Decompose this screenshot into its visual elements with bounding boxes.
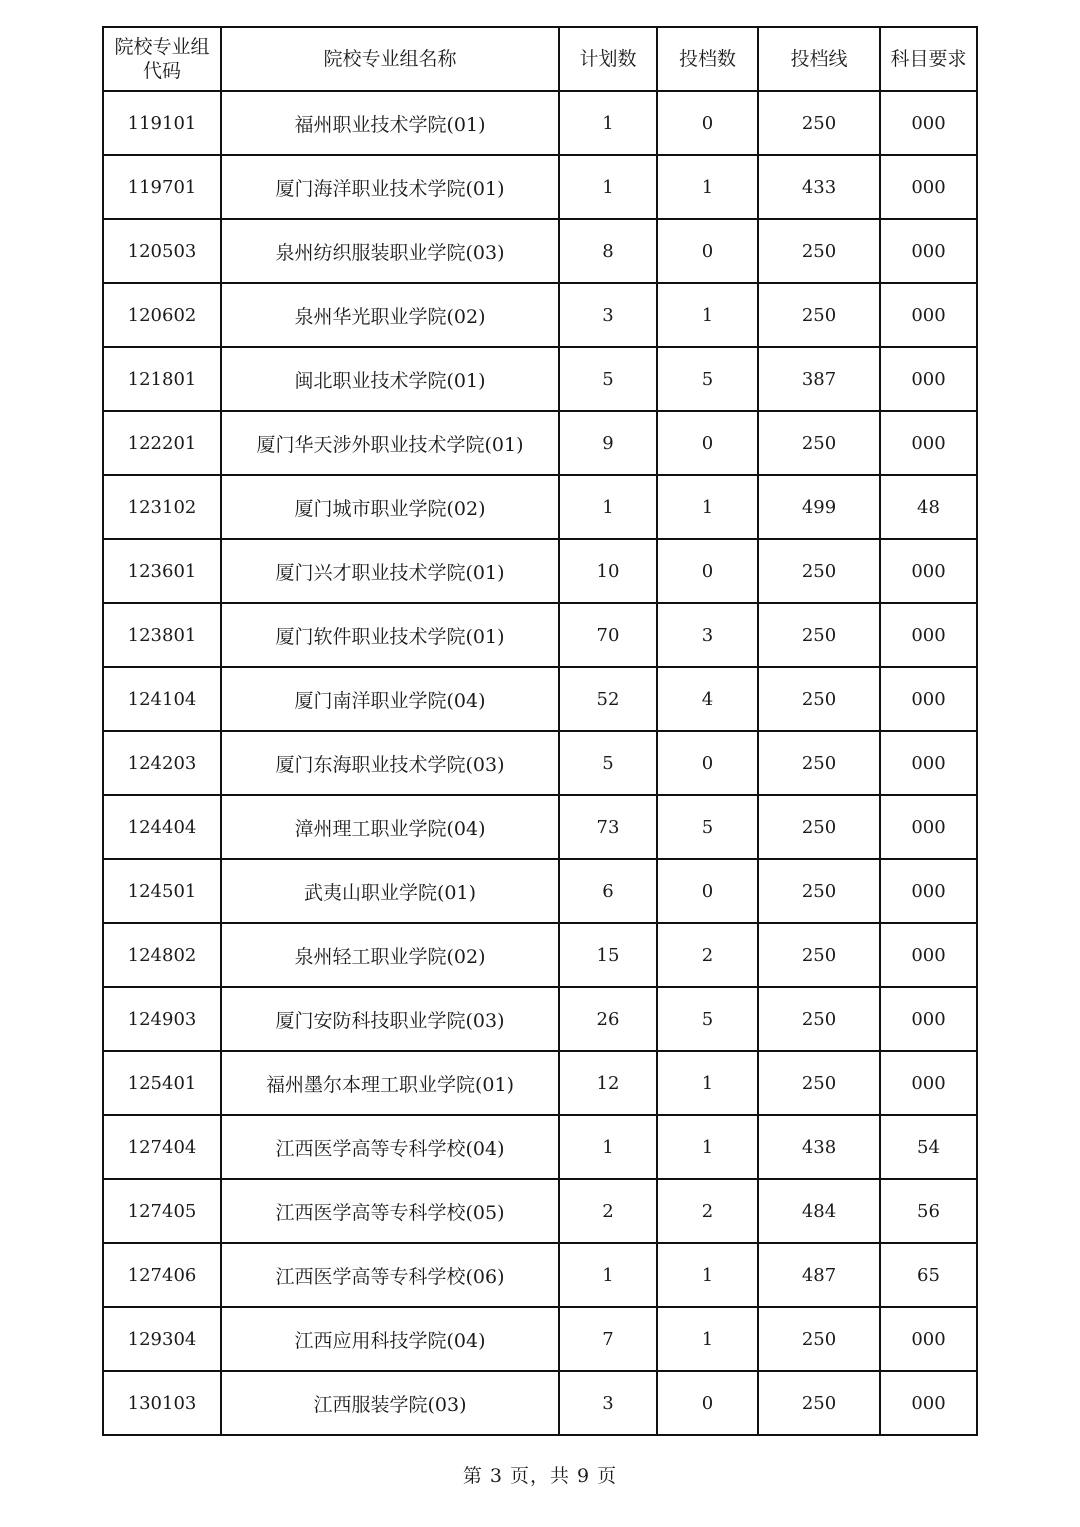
table-row [103, 1371, 977, 1435]
cell-group-name: 厦门海洋职业技术学院(01) [221, 155, 559, 219]
cell-plan-count: 3 [559, 283, 657, 347]
cell-filed-count: 1 [657, 1051, 758, 1115]
cell-group-name: 厦门安防科技职业学院(03) [221, 987, 559, 1051]
cell-cutoff-score: 250 [758, 411, 880, 475]
table-body [103, 91, 977, 1435]
cell-cutoff-score: 250 [758, 987, 880, 1051]
cell-subject-requirement: 000 [880, 859, 977, 923]
cell-subject-requirement: 65 [880, 1243, 977, 1307]
cell-group-code: 121801 [103, 347, 221, 411]
cell-group-name: 福州职业技术学院(01) [221, 91, 559, 155]
header-cutoff-score [758, 27, 880, 91]
cell-plan-count: 1 [559, 155, 657, 219]
cell-group-code: 125401 [103, 1051, 221, 1115]
cell-subject-requirement: 000 [880, 923, 977, 987]
cell-group-code: 123102 [103, 475, 221, 539]
cell-group-code: 123601 [103, 539, 221, 603]
cell-plan-count: 70 [559, 603, 657, 667]
cell-filed-count: 0 [657, 1371, 758, 1435]
table-row [103, 91, 977, 155]
cell-group-name: 厦门南洋职业学院(04) [221, 667, 559, 731]
cell-group-code: 119701 [103, 155, 221, 219]
header-plan-count [559, 27, 657, 91]
cell-subject-requirement: 000 [880, 283, 977, 347]
cell-group-code: 120602 [103, 283, 221, 347]
table-row [103, 1307, 977, 1371]
cell-group-name: 厦门东海职业技术学院(03) [221, 731, 559, 795]
cell-cutoff-score: 250 [758, 219, 880, 283]
page-footer: 第 3 页，共 9 页 [462, 1465, 618, 1487]
cell-group-code: 124903 [103, 987, 221, 1051]
cell-plan-count: 73 [559, 795, 657, 859]
table-row [103, 411, 977, 475]
cell-group-name: 武夷山职业学院(01) [221, 859, 559, 923]
cell-group-code: 119101 [103, 91, 221, 155]
cell-subject-requirement: 000 [880, 795, 977, 859]
cell-subject-requirement: 000 [880, 603, 977, 667]
cell-group-code: 130103 [103, 1371, 221, 1435]
cell-group-name: 江西服装学院(03) [221, 1371, 559, 1435]
cell-filed-count: 3 [657, 603, 758, 667]
cell-filed-count: 0 [657, 219, 758, 283]
cell-subject-requirement: 000 [880, 987, 977, 1051]
cell-group-name: 厦门城市职业学院(02) [221, 475, 559, 539]
cell-filed-count: 0 [657, 539, 758, 603]
cell-plan-count: 2 [559, 1179, 657, 1243]
cell-group-code: 122201 [103, 411, 221, 475]
table-row [103, 1115, 977, 1179]
cell-cutoff-score: 250 [758, 795, 880, 859]
header-subject-requirement [880, 27, 977, 91]
cell-subject-requirement: 000 [880, 1371, 977, 1435]
cell-filed-count: 5 [657, 795, 758, 859]
header-label: 院校专业组名称 [323, 48, 457, 70]
cell-cutoff-score: 250 [758, 1307, 880, 1371]
cell-cutoff-score: 250 [758, 539, 880, 603]
cell-group-code: 123801 [103, 603, 221, 667]
table-row [103, 1051, 977, 1115]
cell-cutoff-score: 499 [758, 475, 880, 539]
cell-cutoff-score: 250 [758, 91, 880, 155]
cell-plan-count: 12 [559, 1051, 657, 1115]
cell-group-name: 泉州华光职业学院(02) [221, 283, 559, 347]
cell-cutoff-score: 484 [758, 1179, 880, 1243]
cell-group-name: 厦门华天涉外职业技术学院(01) [221, 411, 559, 475]
cell-cutoff-score: 250 [758, 283, 880, 347]
table-row [103, 347, 977, 411]
cell-filed-count: 1 [657, 155, 758, 219]
cell-subject-requirement: 000 [880, 539, 977, 603]
cell-filed-count: 1 [657, 1115, 758, 1179]
cell-subject-requirement: 54 [880, 1115, 977, 1179]
cell-cutoff-score: 250 [758, 1371, 880, 1435]
table-row [103, 859, 977, 923]
cell-plan-count: 15 [559, 923, 657, 987]
cell-subject-requirement: 000 [880, 219, 977, 283]
cell-filed-count: 0 [657, 731, 758, 795]
table-row [103, 795, 977, 859]
cell-plan-count: 7 [559, 1307, 657, 1371]
table-row [103, 1243, 977, 1307]
cell-cutoff-score: 438 [758, 1115, 880, 1179]
cell-plan-count: 6 [559, 859, 657, 923]
cell-subject-requirement: 000 [880, 155, 977, 219]
cell-group-code: 127406 [103, 1243, 221, 1307]
table-row [103, 603, 977, 667]
cell-plan-count: 3 [559, 1371, 657, 1435]
table-row [103, 987, 977, 1051]
cell-plan-count: 26 [559, 987, 657, 1051]
cell-plan-count: 1 [559, 1115, 657, 1179]
cell-cutoff-score: 250 [758, 1051, 880, 1115]
cell-group-code: 124104 [103, 667, 221, 731]
cell-subject-requirement: 000 [880, 1307, 977, 1371]
cell-cutoff-score: 250 [758, 923, 880, 987]
cell-cutoff-score: 250 [758, 603, 880, 667]
cell-subject-requirement: 000 [880, 411, 977, 475]
header-label: 投档数 [678, 48, 736, 70]
cell-cutoff-score: 433 [758, 155, 880, 219]
cell-plan-count: 8 [559, 219, 657, 283]
cell-subject-requirement: 000 [880, 731, 977, 795]
table-row [103, 731, 977, 795]
cell-plan-count: 5 [559, 347, 657, 411]
cell-filed-count: 5 [657, 987, 758, 1051]
cell-group-code: 120503 [103, 219, 221, 283]
cell-cutoff-score: 387 [758, 347, 880, 411]
cell-group-name: 江西医学高等专科学校(04) [221, 1115, 559, 1179]
header-label: 院校专业组 代码 [114, 36, 210, 82]
cell-group-code: 124802 [103, 923, 221, 987]
cell-group-code: 129304 [103, 1307, 221, 1371]
cell-filed-count: 5 [657, 347, 758, 411]
header-group-name [221, 27, 559, 91]
table-row [103, 539, 977, 603]
cell-filed-count: 1 [657, 1243, 758, 1307]
cell-filed-count: 0 [657, 91, 758, 155]
cell-subject-requirement: 000 [880, 347, 977, 411]
cell-plan-count: 1 [559, 91, 657, 155]
table-row [103, 667, 977, 731]
cell-group-name: 福州墨尔本理工职业学院(01) [221, 1051, 559, 1115]
cell-plan-count: 9 [559, 411, 657, 475]
cell-filed-count: 0 [657, 411, 758, 475]
cell-group-code: 124203 [103, 731, 221, 795]
table-row [103, 283, 977, 347]
cell-cutoff-score: 487 [758, 1243, 880, 1307]
cell-filed-count: 2 [657, 1179, 758, 1243]
cell-plan-count: 5 [559, 731, 657, 795]
header-label: 科目要求 [890, 48, 967, 70]
header-group-code [103, 27, 221, 91]
cell-cutoff-score: 250 [758, 859, 880, 923]
cell-plan-count: 1 [559, 1243, 657, 1307]
cell-group-name: 厦门兴才职业技术学院(01) [221, 539, 559, 603]
cell-filed-count: 4 [657, 667, 758, 731]
cell-subject-requirement: 000 [880, 667, 977, 731]
header-filed-count [657, 27, 758, 91]
cell-cutoff-score: 250 [758, 667, 880, 731]
table-row [103, 475, 977, 539]
cell-group-name: 漳州理工职业学院(04) [221, 795, 559, 859]
table-row [103, 155, 977, 219]
cell-group-name: 闽北职业技术学院(01) [221, 347, 559, 411]
cell-group-name: 江西医学高等专科学校(06) [221, 1243, 559, 1307]
cell-group-code: 124501 [103, 859, 221, 923]
cell-group-name: 泉州纺织服装职业学院(03) [221, 219, 559, 283]
table-header-row [103, 27, 977, 91]
table-row [103, 219, 977, 283]
cell-group-code: 124404 [103, 795, 221, 859]
header-label: 投档线 [790, 48, 848, 70]
cell-subject-requirement: 000 [880, 1051, 977, 1115]
cell-group-code: 127405 [103, 1179, 221, 1243]
cell-subject-requirement: 000 [880, 91, 977, 155]
table-row [103, 1179, 977, 1243]
table-row [103, 923, 977, 987]
cell-group-name: 泉州轻工职业学院(02) [221, 923, 559, 987]
cell-cutoff-score: 250 [758, 731, 880, 795]
header-label: 计划数 [579, 48, 637, 70]
cell-group-name: 江西应用科技学院(04) [221, 1307, 559, 1371]
cell-plan-count: 1 [559, 475, 657, 539]
cell-group-name: 厦门软件职业技术学院(01) [221, 603, 559, 667]
cell-group-code: 127404 [103, 1115, 221, 1179]
cell-filed-count: 1 [657, 283, 758, 347]
cell-filed-count: 1 [657, 475, 758, 539]
cell-plan-count: 10 [559, 539, 657, 603]
cell-filed-count: 0 [657, 859, 758, 923]
admission-table [102, 26, 978, 1436]
cell-subject-requirement: 48 [880, 475, 977, 539]
cell-filed-count: 1 [657, 1307, 758, 1371]
cell-subject-requirement: 56 [880, 1179, 977, 1243]
cell-group-name: 江西医学高等专科学校(05) [221, 1179, 559, 1243]
cell-plan-count: 52 [559, 667, 657, 731]
cell-filed-count: 2 [657, 923, 758, 987]
admission-table-wrapper [102, 26, 976, 1436]
